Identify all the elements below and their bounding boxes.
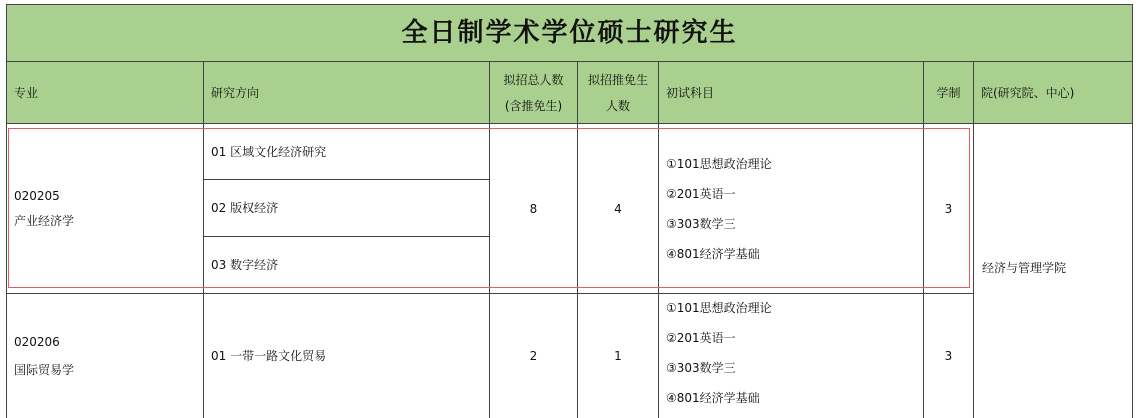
subject-item: ①101思想政治理论: [666, 156, 772, 171]
major-cell: [6, 124, 204, 294]
college-cell: [974, 124, 1133, 418]
subjects-cell: [659, 294, 924, 418]
direction-cell: 01 一带一路文化贸易: [204, 294, 490, 418]
header-total-line2: (含推免生): [504, 98, 563, 113]
header-major: 专业: [6, 62, 204, 124]
header-total: [490, 62, 578, 124]
college-name: 经济与管理学院: [982, 261, 1067, 275]
header-exempt-line2: 人数: [605, 98, 630, 113]
subject-item: ②201英语一: [666, 186, 736, 201]
subject-item: ④801经济学基础: [666, 246, 760, 261]
subject-item: ③303数学三: [666, 216, 736, 231]
total-count: 2: [490, 294, 578, 418]
major-code: 020205: [14, 189, 60, 203]
direction-cell: 01 区域文化经济研究: [204, 124, 490, 180]
subject-item: ②201英语一: [666, 331, 736, 345]
table-title: 全日制学术学位硕士研究生: [6, 4, 1133, 62]
header-college: 院(研究院、中心): [974, 62, 1133, 124]
subject-item: ①101思想政治理论: [666, 301, 772, 315]
exempt-count: 1: [578, 294, 659, 418]
major-code: 020206: [14, 335, 60, 349]
header-direction: 研究方向: [204, 62, 490, 124]
header-subjects: 初试科目: [659, 62, 924, 124]
years-value: 3: [924, 124, 974, 294]
header-years: 学制: [924, 62, 974, 124]
subjects-cell: [659, 124, 924, 294]
header-exempt-line1: 拟招推免生: [587, 72, 648, 87]
years-value: 3: [924, 294, 974, 418]
total-count: 8: [490, 124, 578, 294]
major-name: 产业经济学: [14, 214, 75, 228]
header-exempt: [578, 62, 659, 124]
direction-cell: 02 版权经济: [204, 180, 490, 237]
subject-item: ④801经济学基础: [666, 391, 760, 405]
major-name: 国际贸易学: [14, 363, 75, 377]
subject-item: ③303数学三: [666, 361, 736, 375]
header-total-line1: 拟招总人数: [503, 72, 564, 87]
major-cell: [6, 294, 204, 418]
exempt-count: 4: [578, 124, 659, 294]
direction-cell: 03 数字经济: [204, 237, 490, 294]
